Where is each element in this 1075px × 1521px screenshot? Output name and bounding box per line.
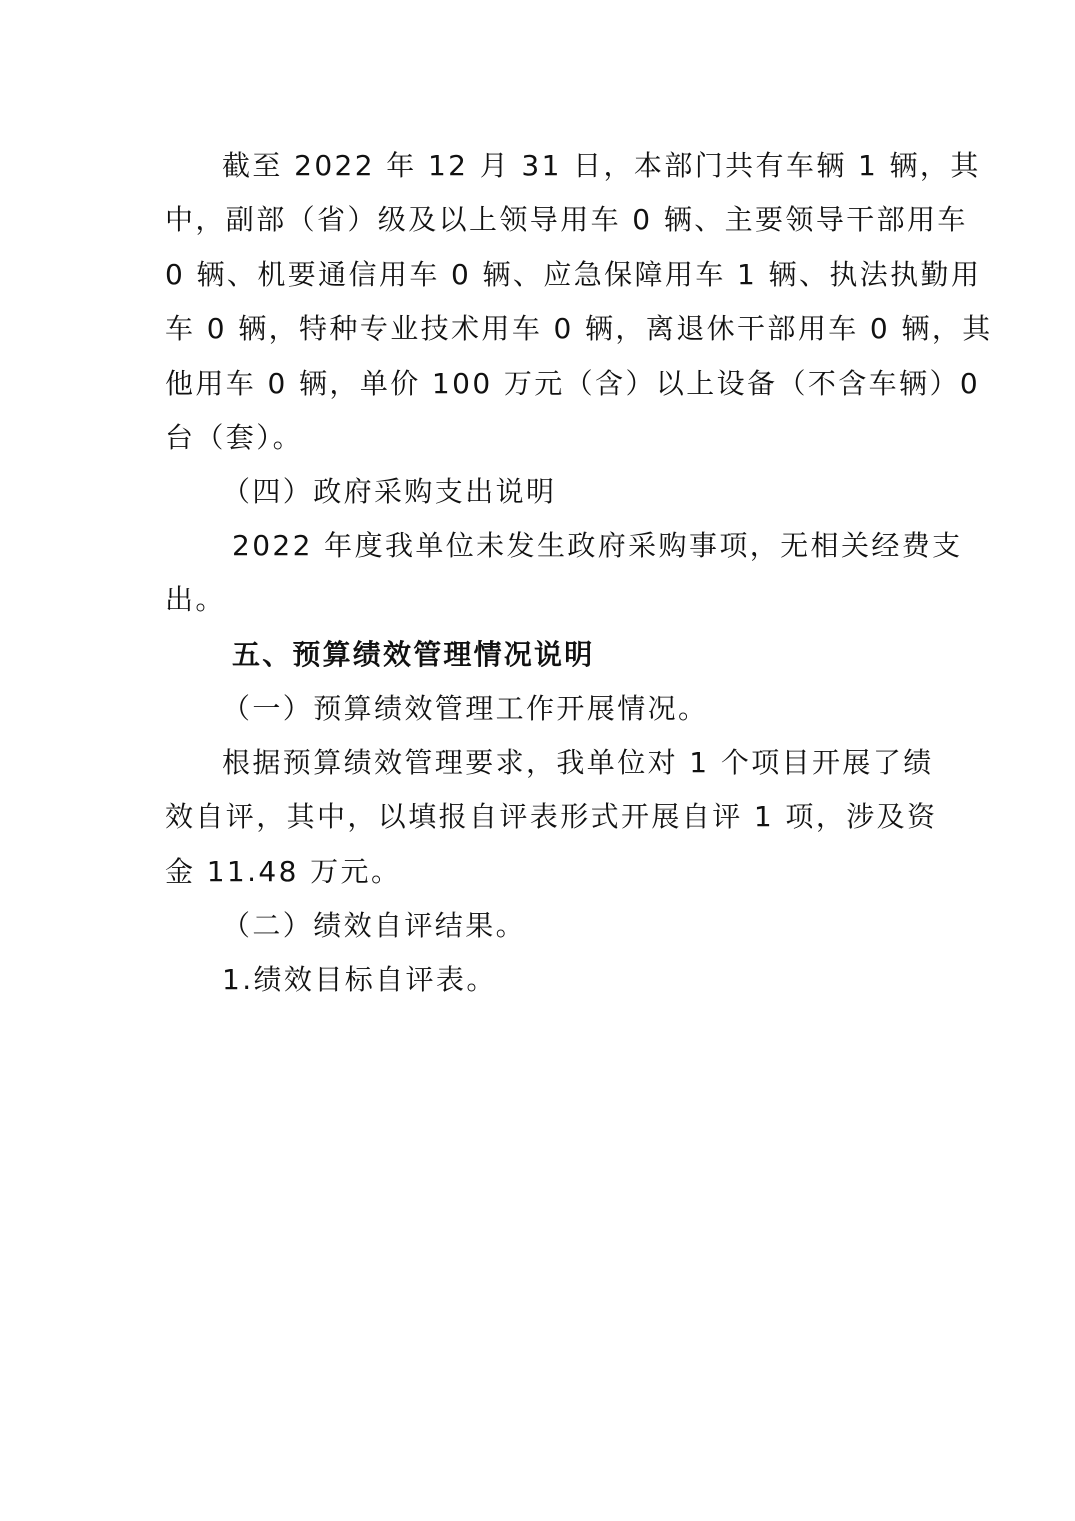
paragraph-vehicles-line-5: 他用车 0 辆，单价 100 万元（含）以上设备（不含车辆）0: [165, 367, 981, 400]
paragraph-vehicles-line-4: 车 0 辆，特种专业技术用车 0 辆，离退休干部用车 0 辆，其: [165, 312, 993, 345]
list-item-self-evaluation-table: 1.绩效目标自评表。: [222, 963, 497, 996]
paragraph-procurement-line-2: 出。: [165, 583, 226, 616]
paragraph-performance-line-3: 金 11.48 万元。: [165, 855, 402, 888]
paragraph-vehicles-line-2: 中，副部（省）级及以上领导用车 0 辆、主要领导干部用车: [165, 203, 968, 236]
paragraph-vehicles-line-3: 0 辆、机要通信用车 0 辆、应急保障用车 1 辆、执法执勤用: [165, 258, 982, 291]
heading-performance-work: （一）预算绩效管理工作开展情况。: [222, 692, 709, 725]
paragraph-performance-line-1: 根据预算绩效管理要求，我单位对 1 个项目开展了绩: [222, 746, 934, 779]
paragraph-vehicles-line-6: 台（套）。: [165, 421, 304, 454]
paragraph-procurement-line-1: 2022 年度我单位未发生政府采购事项，无相关经费支: [232, 529, 963, 562]
paragraph-vehicles-line-1: 截至 2022 年 12 月 31 日，本部门共有车辆 1 辆，其: [222, 149, 981, 182]
heading-results: （二）绩效自评结果。: [222, 909, 527, 942]
section-five-title: 五、预算绩效管理情况说明: [232, 638, 595, 671]
heading-procurement: （四）政府采购支出说明: [222, 475, 557, 508]
paragraph-performance-line-2: 效自评，其中，以填报自评表形式开展自评 1 项，涉及资: [165, 800, 938, 833]
